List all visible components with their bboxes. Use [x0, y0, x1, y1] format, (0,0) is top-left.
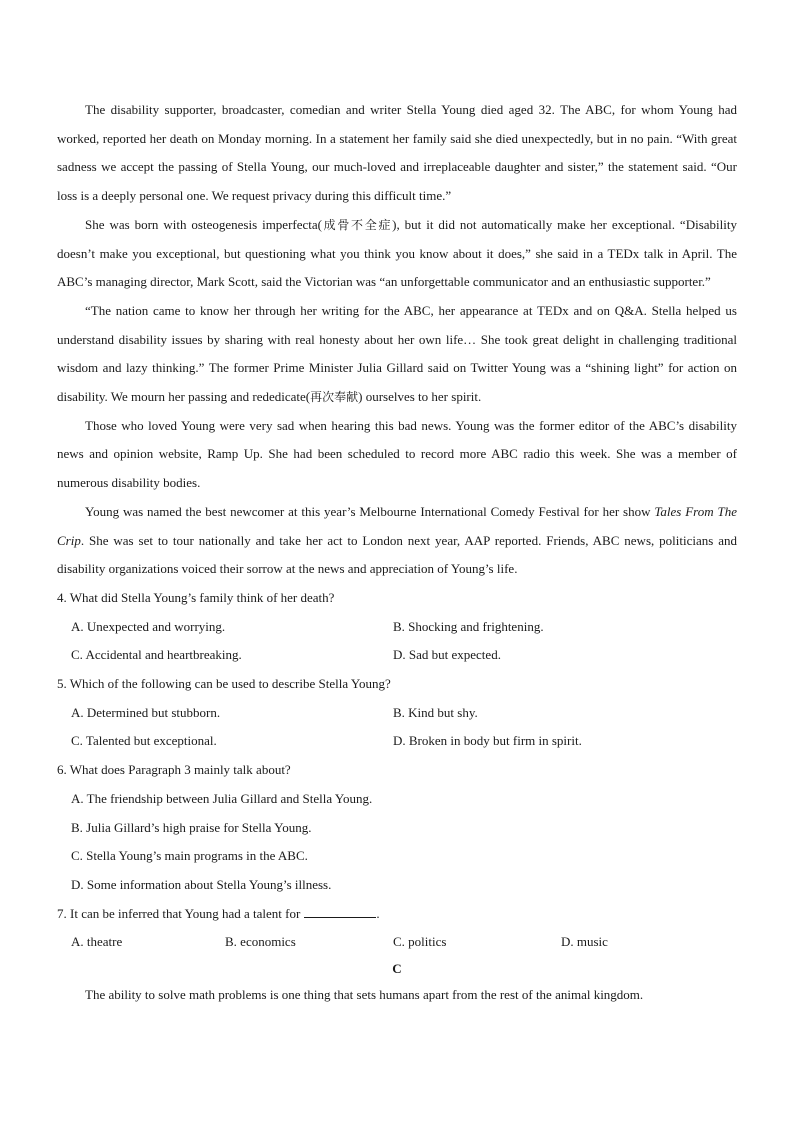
option-d: D. Some information about Stella Young’s illness. [71, 876, 332, 892]
option-b: B. Shocking and frightening. [393, 618, 544, 634]
option-b: B. Julia Gillard’s high praise for Stella Young. [71, 819, 312, 835]
passage-paragraph-3: “The nation came to know her through her writing for the ABC, her appearance at TEDx and on Q&A. Stella helped us understand disability issues by sharing with real honesty about her own life… She took great delight in challenging traditional wisdom and lazy thinking.” The former Prime Minister Julia Gillard said on Twitter Young was a “shining light” for action on disability. We mourn her passing and rededicate(再次奉献) ourselves to her spirit. [57, 302, 737, 405]
passage-paragraph-2: She was born with osteogenesis imperfecta(成骨不全症), but it did not automatically make her exceptional. “Disability doesn’t make you exceptional, but questioning what you think you know about it does,” she said in a TEDx talk in April. The ABC’s managing director, Mark Scott, said the Victorian was “an unforgettable communicator and an enthusiastic supporter.” [57, 216, 737, 290]
passage-paragraph-1: The disability supporter, broadcaster, comedian and writer Stella Young died aged 32. The ABC, for whom Young had worked, reported her death on Monday morning. In a statement her family said she died unexpectedly, but in no pain. “With great sadness we accept the passing of Stella Young, our much-loved and irreplaceable daughter and sister,” the statement said. “Our loss is a deeply personal one. We request privacy during this difficult time.” [57, 102, 737, 204]
options [57, 699, 737, 756]
answer-blank [304, 904, 376, 918]
question-stem: 7. It can be inferred that Young had a talent for . [57, 905, 380, 921]
option-c: C. politics [393, 934, 447, 950]
document-page [57, 96, 737, 1010]
passage-paragraph-4: Those who loved Young were very sad when hearing this bad news. Young was the former editor of the ABC’s disability news and opinion website, Ramp Up. She had been scheduled to record more ABC radio this week. She was a member of numerous disability bodies. [57, 417, 737, 491]
option-d: D. Sad but expected. [393, 647, 501, 663]
section-c-paragraph-1: The ability to solve math problems is one thing that sets humans apart from the rest of the animal kingdom. [85, 987, 644, 1003]
chinese-gloss: 再次奉献 [310, 390, 359, 405]
passage-paragraph-5: Young was named the best newcomer at this year’s Melbourne International Comedy Festival for her show Tales From The Crip. She was set to tour nationally and take her act to London next year, AAP reported. Friends, ABC news, politicians and disability organizations voiced their sorrow at the news and appreciation of Young’s life. [57, 503, 737, 577]
options [57, 613, 737, 670]
chinese-gloss: 成骨不全症 [321, 217, 393, 232]
option-a: A. Determined but stubborn. [71, 704, 221, 720]
question-stem: 6. What does Paragraph 3 mainly talk about? [57, 762, 291, 778]
question-5 [57, 670, 737, 756]
option-c: C. Talented but exceptional. [71, 733, 217, 749]
option-b: B. Kind but shy. [393, 704, 478, 720]
section-heading: C [392, 961, 402, 977]
option-b: B. economics [225, 934, 296, 950]
question-4 [57, 584, 737, 670]
option-a: A. Unexpected and worrying. [71, 618, 226, 634]
option-c: C. Accidental and heartbreaking. [71, 647, 242, 663]
options [57, 785, 737, 900]
question-7 [57, 900, 737, 957]
show-title: Tales From The Crip [57, 503, 737, 548]
options [57, 928, 737, 957]
question-6 [57, 756, 737, 900]
option-c: C. Stella Young’s main programs in the ABC. [71, 848, 308, 864]
option-a: A. theatre [71, 934, 123, 950]
option-d: D. music [561, 934, 608, 950]
option-a: A. The friendship between Julia Gillard and Stella Young. [71, 790, 373, 806]
option-d: D. Broken in body but firm in spirit. [393, 733, 582, 749]
question-stem: 4. What did Stella Young’s family think of her death? [57, 589, 335, 605]
question-stem: 5. Which of the following can be used to describe Stella Young? [57, 676, 391, 692]
